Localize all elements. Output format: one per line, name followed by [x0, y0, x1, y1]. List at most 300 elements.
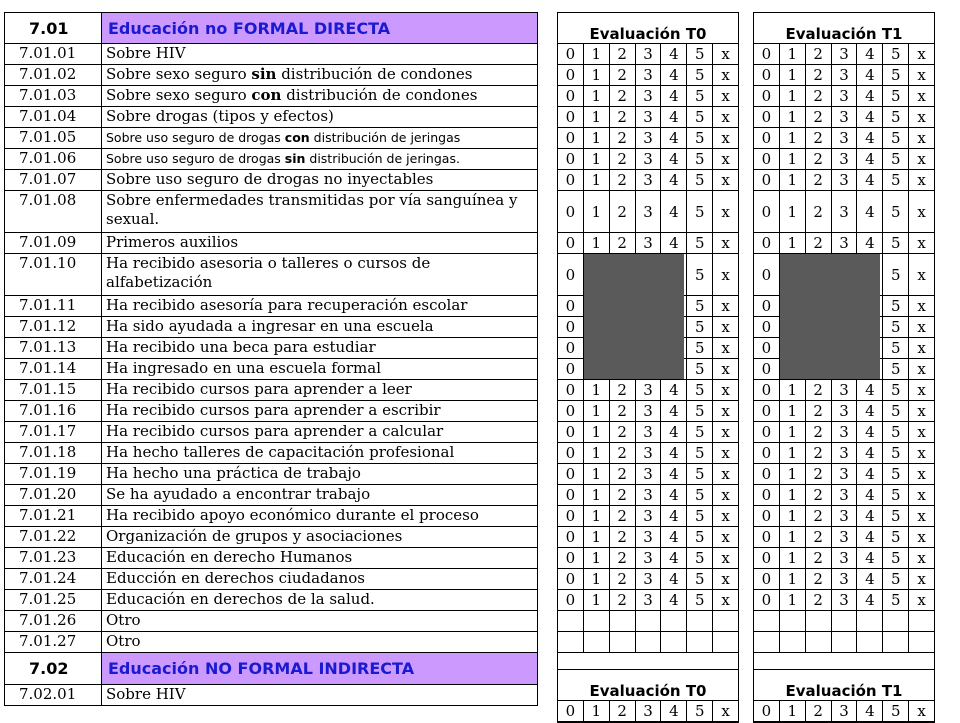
score-cell[interactable]: 5: [687, 107, 713, 127]
score-cell[interactable]: x: [917, 318, 926, 336]
score-cell[interactable]: x: [721, 402, 730, 420]
score-cell[interactable]: 0: [754, 149, 780, 169]
score-cell[interactable]: 2: [806, 191, 832, 232]
score-cell[interactable]: x: [721, 87, 730, 105]
score-cell[interactable]: 0: [558, 65, 584, 85]
score-cell[interactable]: 4: [661, 170, 687, 190]
score-cell[interactable]: x: [917, 402, 926, 420]
score-cell[interactable]: 1: [584, 548, 610, 568]
score-cell[interactable]: x: [721, 507, 730, 525]
score-cell[interactable]: x: [721, 45, 730, 63]
score-cell[interactable]: 0: [754, 128, 780, 148]
score-cell[interactable]: 5: [687, 380, 713, 400]
score-cell[interactable]: 4: [857, 422, 883, 442]
score-cell[interactable]: 2: [806, 107, 832, 127]
score-cell[interactable]: 1: [584, 590, 610, 610]
score-cell[interactable]: x: [917, 465, 926, 483]
score-cell[interactable]: 0: [558, 401, 584, 421]
score-cell[interactable]: 3: [636, 128, 662, 148]
score-cell[interactable]: x: [721, 381, 730, 399]
score-cell[interactable]: 3: [832, 464, 858, 484]
score-cell[interactable]: [610, 632, 636, 652]
score-cell[interactable]: 2: [806, 401, 832, 421]
score-cell[interactable]: x: [917, 486, 926, 504]
score-cell[interactable]: x: [917, 339, 926, 357]
score-cell[interactable]: 0: [754, 65, 780, 85]
score-cell[interactable]: 5: [687, 401, 713, 421]
score-cell[interactable]: x: [721, 549, 730, 567]
score-cell[interactable]: 0: [558, 317, 584, 337]
score-cell[interactable]: [584, 611, 610, 631]
score-cell[interactable]: 1: [584, 191, 610, 232]
score-cell[interactable]: 2: [806, 443, 832, 463]
score-cell[interactable]: x: [917, 507, 926, 525]
score-cell[interactable]: 1: [780, 191, 806, 232]
score-cell[interactable]: 2: [806, 569, 832, 589]
score-cell[interactable]: 2: [806, 170, 832, 190]
score-cell[interactable]: 5: [687, 590, 713, 610]
score-cell[interactable]: 3: [832, 128, 858, 148]
score-cell[interactable]: 3: [636, 422, 662, 442]
score-cell[interactable]: 1: [780, 65, 806, 85]
score-cell[interactable]: 4: [857, 548, 883, 568]
score-cell[interactable]: [610, 611, 636, 631]
score-cell[interactable]: 0: [754, 107, 780, 127]
score-cell[interactable]: 3: [832, 380, 858, 400]
score-cell[interactable]: 0: [754, 254, 780, 295]
score-cell[interactable]: 4: [661, 701, 687, 721]
score-cell[interactable]: 1: [780, 86, 806, 106]
score-cell[interactable]: 4: [857, 65, 883, 85]
score-cell[interactable]: 4: [661, 548, 687, 568]
score-cell[interactable]: 4: [857, 86, 883, 106]
score-cell[interactable]: 3: [636, 149, 662, 169]
score-cell[interactable]: 4: [661, 506, 687, 526]
score-cell[interactable]: 5: [883, 128, 909, 148]
score-cell[interactable]: 3: [636, 527, 662, 547]
score-cell[interactable]: 0: [558, 170, 584, 190]
score-cell[interactable]: 0: [558, 464, 584, 484]
score-cell[interactable]: x: [721, 591, 730, 609]
score-cell[interactable]: 3: [636, 506, 662, 526]
score-cell[interactable]: x: [917, 591, 926, 609]
score-cell[interactable]: 1: [584, 569, 610, 589]
score-cell[interactable]: 1: [780, 170, 806, 190]
score-cell[interactable]: 5: [687, 527, 713, 547]
score-cell[interactable]: 0: [558, 254, 584, 295]
score-cell[interactable]: 1: [780, 422, 806, 442]
score-cell[interactable]: 2: [610, 191, 636, 232]
score-cell[interactable]: 5: [883, 506, 909, 526]
score-cell[interactable]: 3: [636, 590, 662, 610]
score-cell[interactable]: 1: [780, 149, 806, 169]
score-cell[interactable]: 2: [610, 569, 636, 589]
score-cell[interactable]: x: [917, 297, 926, 315]
score-cell[interactable]: 3: [832, 170, 858, 190]
score-cell[interactable]: 4: [661, 485, 687, 505]
score-cell[interactable]: 0: [754, 359, 780, 379]
score-cell[interactable]: 5: [687, 44, 713, 64]
score-cell[interactable]: 4: [661, 380, 687, 400]
score-cell[interactable]: x: [917, 528, 926, 546]
score-cell[interactable]: 1: [584, 443, 610, 463]
score-cell[interactable]: 5: [687, 317, 713, 337]
score-cell[interactable]: 2: [610, 233, 636, 253]
score-cell[interactable]: 5: [883, 254, 909, 295]
score-cell[interactable]: 3: [832, 107, 858, 127]
score-cell[interactable]: 4: [661, 527, 687, 547]
score-cell[interactable]: 2: [806, 44, 832, 64]
score-cell[interactable]: x: [917, 444, 926, 462]
score-cell[interactable]: 3: [636, 380, 662, 400]
score-cell[interactable]: 4: [661, 569, 687, 589]
score-cell[interactable]: 2: [610, 443, 636, 463]
score-cell[interactable]: 0: [558, 701, 584, 721]
score-cell[interactable]: x: [917, 45, 926, 63]
score-cell[interactable]: 0: [558, 422, 584, 442]
score-cell[interactable]: 0: [754, 170, 780, 190]
score-cell[interactable]: 0: [754, 86, 780, 106]
score-cell[interactable]: 2: [806, 86, 832, 106]
score-cell[interactable]: 2: [610, 464, 636, 484]
score-cell[interactable]: 3: [832, 590, 858, 610]
score-cell[interactable]: 0: [754, 701, 780, 721]
score-cell[interactable]: 3: [636, 464, 662, 484]
score-cell[interactable]: x: [917, 202, 926, 221]
score-cell[interactable]: 0: [754, 548, 780, 568]
score-cell[interactable]: 4: [857, 527, 883, 547]
score-cell[interactable]: x: [917, 423, 926, 441]
score-cell[interactable]: 0: [558, 506, 584, 526]
score-cell[interactable]: x: [917, 234, 926, 252]
score-cell[interactable]: 0: [558, 485, 584, 505]
score-cell[interactable]: 4: [857, 170, 883, 190]
score-cell[interactable]: x: [721, 486, 730, 504]
score-cell[interactable]: x: [721, 360, 730, 378]
score-cell[interactable]: [832, 611, 858, 631]
score-cell[interactable]: 5: [687, 65, 713, 85]
score-cell[interactable]: 5: [687, 506, 713, 526]
score-cell[interactable]: 4: [857, 44, 883, 64]
score-cell[interactable]: [687, 632, 713, 652]
score-cell[interactable]: 4: [661, 65, 687, 85]
score-cell[interactable]: [558, 632, 584, 652]
score-cell[interactable]: [857, 611, 883, 631]
score-cell[interactable]: 5: [883, 44, 909, 64]
score-cell[interactable]: 1: [780, 443, 806, 463]
score-cell[interactable]: [661, 632, 687, 652]
score-cell[interactable]: 1: [780, 569, 806, 589]
score-cell[interactable]: x: [721, 444, 730, 462]
score-cell[interactable]: 0: [754, 317, 780, 337]
score-cell[interactable]: x: [721, 528, 730, 546]
score-cell[interactable]: 0: [754, 191, 780, 232]
score-cell[interactable]: x: [721, 66, 730, 84]
score-cell[interactable]: 0: [558, 128, 584, 148]
score-cell[interactable]: 1: [584, 422, 610, 442]
score-cell[interactable]: 2: [806, 380, 832, 400]
score-cell[interactable]: [636, 632, 662, 652]
score-cell[interactable]: 2: [806, 65, 832, 85]
score-cell[interactable]: 1: [584, 86, 610, 106]
score-cell[interactable]: 3: [832, 401, 858, 421]
score-cell[interactable]: 3: [636, 191, 662, 232]
score-cell[interactable]: 2: [806, 128, 832, 148]
score-cell[interactable]: x: [917, 265, 926, 284]
score-cell[interactable]: 2: [610, 527, 636, 547]
score-cell[interactable]: x: [721, 129, 730, 147]
score-cell[interactable]: 3: [832, 86, 858, 106]
score-cell[interactable]: 3: [636, 485, 662, 505]
score-cell[interactable]: x: [917, 108, 926, 126]
score-cell[interactable]: 1: [584, 170, 610, 190]
score-cell[interactable]: 5: [687, 191, 713, 232]
score-cell[interactable]: 1: [584, 485, 610, 505]
score-cell[interactable]: 1: [584, 401, 610, 421]
score-cell[interactable]: 2: [610, 401, 636, 421]
score-cell[interactable]: x: [721, 702, 730, 720]
score-cell[interactable]: 4: [857, 149, 883, 169]
score-cell[interactable]: 1: [584, 527, 610, 547]
score-cell[interactable]: 4: [661, 86, 687, 106]
score-cell[interactable]: 0: [754, 422, 780, 442]
score-cell[interactable]: 1: [780, 233, 806, 253]
score-cell[interactable]: x: [917, 702, 926, 720]
score-cell[interactable]: 0: [754, 338, 780, 358]
score-cell[interactable]: x: [917, 87, 926, 105]
score-cell[interactable]: 3: [636, 233, 662, 253]
score-cell[interactable]: 4: [661, 44, 687, 64]
score-cell[interactable]: 5: [883, 317, 909, 337]
score-cell[interactable]: 1: [780, 485, 806, 505]
score-cell[interactable]: 1: [780, 701, 806, 721]
score-cell[interactable]: [857, 632, 883, 652]
score-cell[interactable]: 5: [883, 485, 909, 505]
score-cell[interactable]: 3: [832, 44, 858, 64]
score-cell[interactable]: 1: [584, 506, 610, 526]
score-cell[interactable]: 5: [883, 149, 909, 169]
score-cell[interactable]: 2: [610, 590, 636, 610]
score-cell[interactable]: 4: [857, 464, 883, 484]
score-cell[interactable]: 0: [754, 380, 780, 400]
score-cell[interactable]: 1: [584, 464, 610, 484]
score-cell[interactable]: 4: [857, 701, 883, 721]
score-cell[interactable]: 2: [610, 380, 636, 400]
score-cell[interactable]: x: [721, 570, 730, 588]
score-cell[interactable]: 1: [584, 701, 610, 721]
score-cell[interactable]: [584, 632, 610, 652]
score-cell[interactable]: x: [917, 129, 926, 147]
score-cell[interactable]: 5: [687, 170, 713, 190]
score-cell[interactable]: 5: [883, 590, 909, 610]
score-cell[interactable]: 2: [806, 485, 832, 505]
score-cell[interactable]: 4: [661, 128, 687, 148]
score-cell[interactable]: 1: [780, 107, 806, 127]
score-cell[interactable]: 2: [610, 149, 636, 169]
score-cell[interactable]: 1: [780, 380, 806, 400]
score-cell[interactable]: 0: [558, 233, 584, 253]
score-cell[interactable]: 1: [780, 548, 806, 568]
score-cell[interactable]: 4: [661, 191, 687, 232]
score-cell[interactable]: 4: [661, 464, 687, 484]
score-cell[interactable]: x: [721, 234, 730, 252]
score-cell[interactable]: 2: [610, 107, 636, 127]
score-cell[interactable]: 2: [806, 506, 832, 526]
score-cell[interactable]: 5: [883, 401, 909, 421]
score-cell[interactable]: 5: [687, 569, 713, 589]
score-cell[interactable]: 1: [780, 527, 806, 547]
score-cell[interactable]: 4: [661, 443, 687, 463]
score-cell[interactable]: 2: [806, 590, 832, 610]
score-cell[interactable]: 5: [687, 254, 713, 295]
score-cell[interactable]: x: [721, 423, 730, 441]
score-cell[interactable]: 2: [610, 128, 636, 148]
score-cell[interactable]: 4: [857, 401, 883, 421]
score-cell[interactable]: [713, 632, 738, 652]
score-cell[interactable]: 5: [687, 338, 713, 358]
score-cell[interactable]: 5: [687, 548, 713, 568]
score-cell[interactable]: 0: [754, 44, 780, 64]
score-cell[interactable]: 4: [857, 191, 883, 232]
score-cell[interactable]: 4: [661, 233, 687, 253]
score-cell[interactable]: 2: [806, 701, 832, 721]
score-cell[interactable]: 1: [780, 590, 806, 610]
score-cell[interactable]: 3: [832, 422, 858, 442]
score-cell[interactable]: 5: [687, 464, 713, 484]
score-cell[interactable]: 5: [883, 338, 909, 358]
score-cell[interactable]: [636, 611, 662, 631]
score-cell[interactable]: 4: [857, 506, 883, 526]
score-cell[interactable]: 2: [806, 464, 832, 484]
score-cell[interactable]: x: [721, 339, 730, 357]
score-cell[interactable]: x: [721, 465, 730, 483]
score-cell[interactable]: 3: [636, 443, 662, 463]
score-cell[interactable]: [780, 632, 806, 652]
score-cell[interactable]: 5: [883, 191, 909, 232]
score-cell[interactable]: 5: [883, 107, 909, 127]
score-cell[interactable]: 0: [754, 464, 780, 484]
score-cell[interactable]: 5: [883, 443, 909, 463]
score-cell[interactable]: 5: [687, 128, 713, 148]
score-cell[interactable]: 1: [584, 149, 610, 169]
score-cell[interactable]: 3: [636, 107, 662, 127]
score-cell[interactable]: 5: [883, 65, 909, 85]
score-cell[interactable]: 2: [610, 485, 636, 505]
score-cell[interactable]: 3: [832, 443, 858, 463]
score-cell[interactable]: 4: [857, 233, 883, 253]
score-cell[interactable]: 5: [687, 149, 713, 169]
score-cell[interactable]: 1: [584, 128, 610, 148]
score-cell[interactable]: 0: [754, 569, 780, 589]
score-cell[interactable]: x: [721, 108, 730, 126]
score-cell[interactable]: x: [721, 265, 730, 284]
score-cell[interactable]: 2: [610, 170, 636, 190]
score-cell[interactable]: 5: [687, 485, 713, 505]
score-cell[interactable]: 1: [584, 380, 610, 400]
score-cell[interactable]: 2: [806, 149, 832, 169]
score-cell[interactable]: 3: [636, 170, 662, 190]
score-cell[interactable]: 1: [780, 128, 806, 148]
score-cell[interactable]: [780, 611, 806, 631]
score-cell[interactable]: [806, 611, 832, 631]
score-cell[interactable]: 1: [584, 44, 610, 64]
score-cell[interactable]: 0: [754, 233, 780, 253]
score-cell[interactable]: 1: [584, 65, 610, 85]
score-cell[interactable]: 0: [754, 527, 780, 547]
score-cell[interactable]: 0: [558, 548, 584, 568]
score-cell[interactable]: 2: [610, 506, 636, 526]
score-cell[interactable]: 0: [558, 590, 584, 610]
score-cell[interactable]: 5: [883, 548, 909, 568]
score-cell[interactable]: 5: [883, 569, 909, 589]
score-cell[interactable]: 0: [558, 86, 584, 106]
score-cell[interactable]: x: [917, 570, 926, 588]
score-cell[interactable]: 3: [832, 569, 858, 589]
score-cell[interactable]: 4: [661, 590, 687, 610]
score-cell[interactable]: 1: [780, 44, 806, 64]
score-cell[interactable]: 4: [857, 485, 883, 505]
score-cell[interactable]: 4: [857, 443, 883, 463]
score-cell[interactable]: 4: [661, 149, 687, 169]
score-cell[interactable]: 2: [806, 548, 832, 568]
score-cell[interactable]: 3: [832, 527, 858, 547]
score-cell[interactable]: 3: [636, 569, 662, 589]
score-cell[interactable]: 5: [883, 296, 909, 316]
score-cell[interactable]: 5: [883, 701, 909, 721]
score-cell[interactable]: 0: [754, 296, 780, 316]
score-cell[interactable]: 5: [687, 443, 713, 463]
score-cell[interactable]: 5: [687, 701, 713, 721]
score-cell[interactable]: 0: [558, 380, 584, 400]
score-cell[interactable]: 3: [636, 65, 662, 85]
score-cell[interactable]: x: [721, 297, 730, 315]
score-cell[interactable]: [661, 611, 687, 631]
score-cell[interactable]: x: [917, 360, 926, 378]
score-cell[interactable]: 3: [636, 44, 662, 64]
score-cell[interactable]: 3: [832, 233, 858, 253]
score-cell[interactable]: x: [917, 549, 926, 567]
score-cell[interactable]: 1: [584, 107, 610, 127]
score-cell[interactable]: 2: [610, 548, 636, 568]
score-cell[interactable]: 3: [832, 191, 858, 232]
score-cell[interactable]: 2: [610, 86, 636, 106]
score-cell[interactable]: 0: [558, 359, 584, 379]
score-cell[interactable]: [806, 632, 832, 652]
score-cell[interactable]: 3: [832, 485, 858, 505]
score-cell[interactable]: 5: [883, 359, 909, 379]
score-cell[interactable]: 4: [857, 590, 883, 610]
score-cell[interactable]: 3: [636, 86, 662, 106]
score-cell[interactable]: 4: [857, 380, 883, 400]
score-cell[interactable]: 0: [558, 443, 584, 463]
score-cell[interactable]: [713, 611, 738, 631]
score-cell[interactable]: 3: [832, 548, 858, 568]
score-cell[interactable]: [883, 632, 909, 652]
score-cell[interactable]: 3: [636, 701, 662, 721]
score-cell[interactable]: 0: [558, 338, 584, 358]
score-cell[interactable]: 2: [806, 233, 832, 253]
score-cell[interactable]: 4: [857, 128, 883, 148]
score-cell[interactable]: 2: [610, 65, 636, 85]
score-cell[interactable]: 0: [558, 107, 584, 127]
score-cell[interactable]: 1: [780, 506, 806, 526]
score-cell[interactable]: 0: [558, 569, 584, 589]
score-cell[interactable]: 0: [558, 149, 584, 169]
score-cell[interactable]: [883, 611, 909, 631]
score-cell[interactable]: 1: [584, 233, 610, 253]
score-cell[interactable]: x: [917, 66, 926, 84]
score-cell[interactable]: 4: [857, 107, 883, 127]
